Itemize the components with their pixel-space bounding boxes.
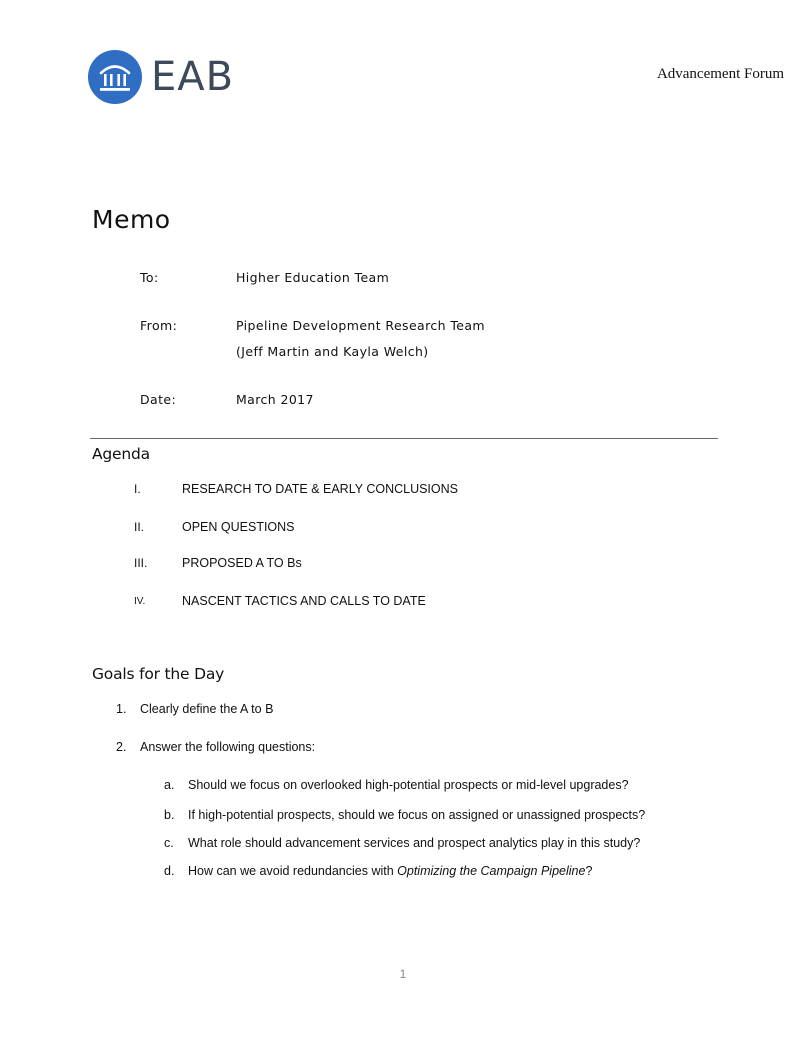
agenda-item-number: I. xyxy=(134,482,141,496)
forum-name: Advancement Forum xyxy=(656,66,784,82)
agenda-item-number: III. xyxy=(134,556,148,570)
date-value: March 2017 xyxy=(236,392,314,407)
agenda-item-number: IV. xyxy=(134,596,146,607)
question-text: If high-potential prospects, should we focus on assigned or unassigned prospects? xyxy=(188,808,646,822)
eab-logo-emblem xyxy=(88,50,142,104)
agenda-item-number: II. xyxy=(134,520,145,534)
question-letter: c. xyxy=(164,836,174,850)
question-letter: a. xyxy=(164,778,175,792)
agenda-item-text: OPEN QUESTIONS xyxy=(182,520,295,534)
date-label: Date: xyxy=(140,392,177,407)
question-letter: d. xyxy=(164,864,175,878)
memo-title: Memo xyxy=(92,205,171,234)
to-label: To: xyxy=(140,270,159,285)
building-icon xyxy=(88,50,142,104)
question-text: What role should advancement services and prospect analytics play in this study? xyxy=(188,836,641,850)
agenda-item-text: PROPOSED A TO Bs xyxy=(182,556,302,570)
question-text-end: ? xyxy=(585,864,593,878)
agenda-item-text: NASCENT TACTICS AND CALLS TO DATE xyxy=(182,594,426,608)
question-text: Should we focus on overlooked high-potential prospects or mid-level upgrades? xyxy=(188,778,629,792)
question-letter: b. xyxy=(164,808,175,822)
goal-item-text: Answer the following questions: xyxy=(140,740,316,754)
from-value-line1: Pipeline Development Research Team xyxy=(236,318,485,333)
page-number: 1 xyxy=(399,967,407,981)
goal-item-text: Clearly define the A to B xyxy=(140,702,274,716)
header-divider xyxy=(90,438,718,439)
question-text xyxy=(188,864,592,878)
goal-item-number: 1. xyxy=(116,702,127,716)
from-value-line2: (Jeff Martin and Kayla Welch) xyxy=(236,344,429,359)
eab-logo-text: EAB xyxy=(151,54,235,100)
report-title-italic: Optimizing the Campaign Pipeline xyxy=(397,864,586,878)
goal-item-number: 2. xyxy=(116,740,127,754)
from-label: From: xyxy=(140,318,178,333)
agenda-item-text: RESEARCH TO DATE & EARLY CONCLUSIONS xyxy=(182,482,458,496)
to-value: Higher Education Team xyxy=(236,270,390,285)
question-text-start: How can we avoid redundancies with xyxy=(188,864,398,878)
agenda-heading: Agenda xyxy=(92,445,150,463)
goals-heading: Goals for the Day xyxy=(92,665,225,683)
